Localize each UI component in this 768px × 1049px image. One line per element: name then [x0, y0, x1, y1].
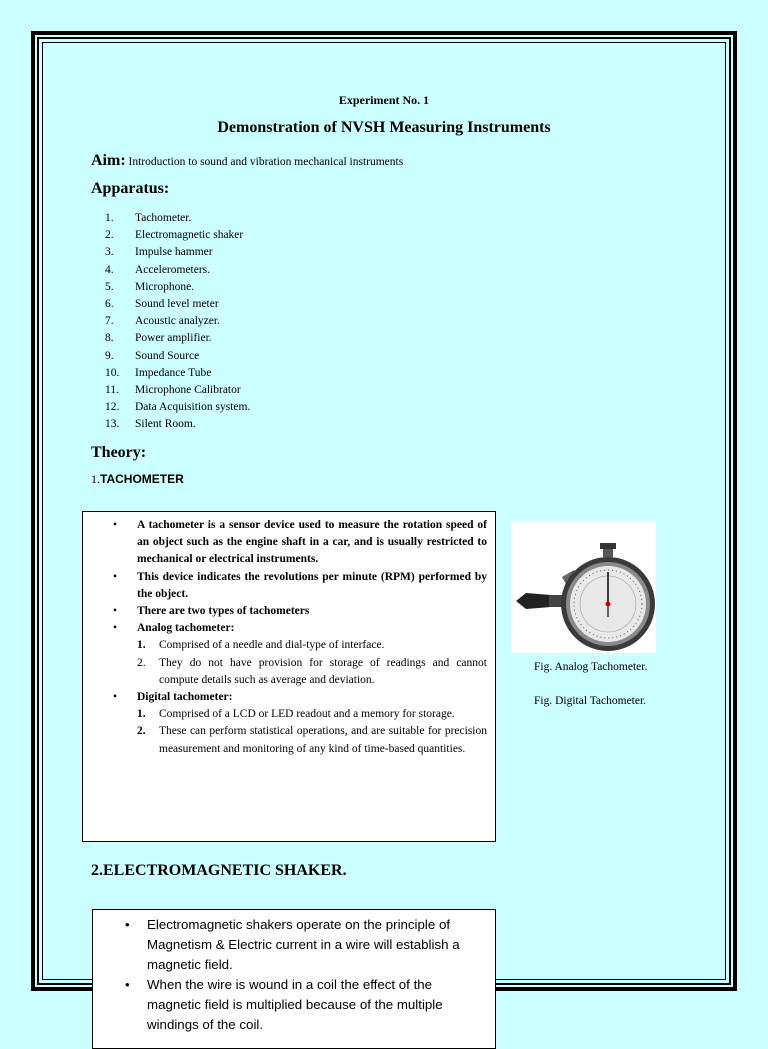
list-item: 2. Electromagnetic shaker: [105, 229, 244, 242]
list-item: 7. Acoustic analyzer.: [105, 315, 220, 328]
aim-line: [91, 152, 403, 170]
list-item: 1. Comprised of a LCD or LED readout and a memory for storage.: [137, 708, 455, 721]
list-item: 11. Microphone Calibrator: [105, 383, 241, 396]
analog-tachometer-image: [511, 521, 656, 653]
apparatus-list: [105, 210, 250, 433]
document-title: Demonstration of NVSH Measuring Instruments: [217, 119, 551, 136]
theory-heading: Theory:: [91, 444, 147, 461]
aim-text: Introduction to sound and vibration mechanical instruments: [128, 156, 404, 168]
list-item: • Electromagnetic shakers operate on the principle of Magnetism & Electric current in a wire will establish a magnetic field.: [125, 917, 460, 972]
shaker-text-box: [92, 909, 496, 1049]
shaker-heading: 2.ELECTROMAGNETIC SHAKER.: [91, 862, 347, 879]
list-item: 9. Sound Source: [105, 349, 200, 362]
tachometer-text-box: [82, 511, 496, 842]
list-item: 8. Power amplifier.: [105, 332, 212, 345]
list-item: 10. Impedance Tube: [105, 366, 212, 379]
digital-tachometer-caption: Fig. Digital Tachometer.: [534, 695, 647, 707]
aim-label: Aim:: [91, 152, 126, 169]
list-item: 6. Sound level meter: [105, 297, 219, 310]
list-item: 5. Microphone.: [105, 280, 195, 293]
list-item: 12. Data Acquisition system.: [105, 401, 251, 414]
list-item: • Digital tachometer: 1. Comprised of a LCD or LED readout and a memory for storage. 2. These can perform statistical operations, and are suitable for precision measurement and monitoring of any kind of time-based quantities.: [111, 689, 487, 758]
list-item: 4. Accelerometers.: [105, 263, 211, 276]
analog-tachometer-caption: Fig. Analog Tachometer.: [534, 661, 648, 673]
apparatus-heading: Apparatus:: [91, 180, 170, 197]
tachometer-heading: 1.TACHOMETER: [91, 472, 184, 486]
list-item: • A tachometer is a sensor device used to measure the rotation speed of an object such as the engine shaft in a car, and is usually restricted to mechanical or electrical instruments.: [113, 519, 487, 566]
list-item: • When the wire is wound in a coil the effect of the magnetic field is multiplied because of the multiple windings of the coil.: [125, 977, 443, 1032]
list-item: 3. Impulse hammer: [105, 246, 213, 259]
experiment-number: Experiment No. 1: [338, 93, 430, 107]
list-item: 13. Silent Room.: [105, 418, 196, 431]
list-item: 2. They do not have provision for storage of readings and cannot compute details such as average and deviation.: [137, 656, 487, 686]
list-item: 1. Comprised of a needle and dial-type of interface.: [137, 639, 385, 652]
list-item: • Analog tachometer: 1. Comprised of a needle and dial-type of interface. 2. They do not have provision for storage of readings and cannot compute details such as average and deviation.: [111, 620, 487, 689]
list-item: 1. Tachometer.: [105, 212, 192, 224]
list-item: • This device indicates the revolutions per minute (RPM) performed by the object.: [113, 570, 487, 600]
list-item: • There are two types of tachometers: [113, 605, 310, 618]
list-item: 2. These can perform statistical operations, and are suitable for precision measurement and monitoring of any kind of time-based quantities.: [137, 725, 487, 755]
